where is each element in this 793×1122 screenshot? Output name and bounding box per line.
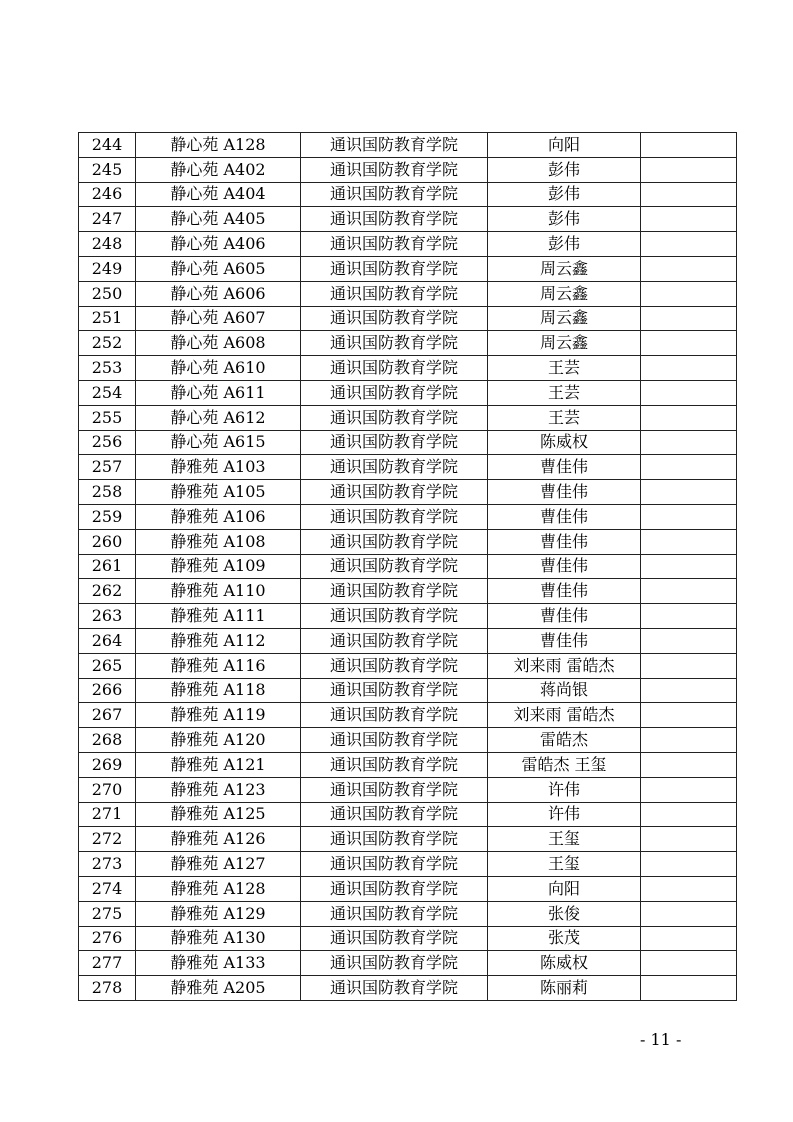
table-row: [79, 182, 737, 207]
person-cell: 周云鑫: [488, 256, 641, 281]
person-cell: 许伟: [488, 802, 641, 827]
row-number-cell: 277: [79, 951, 136, 976]
person-cell: 张俊: [488, 901, 641, 926]
person-cell: 刘来雨 雷皓杰: [488, 653, 641, 678]
row-number-cell: 262: [79, 579, 136, 604]
room-cell: 静雅苑 A127: [136, 852, 301, 877]
row-number-cell: 268: [79, 728, 136, 753]
remark-cell: [641, 901, 737, 926]
row-number-cell: 245: [79, 157, 136, 182]
table-row: [79, 976, 737, 1001]
room-cell: 静心苑 A612: [136, 405, 301, 430]
person-cell: 彭伟: [488, 182, 641, 207]
college-cell: 通识国防教育学院: [301, 777, 488, 802]
row-number-cell: 265: [79, 653, 136, 678]
college-cell: 通识国防教育学院: [301, 752, 488, 777]
remark-cell: [641, 728, 737, 753]
table-row: [79, 926, 737, 951]
person-cell: 陈丽莉: [488, 976, 641, 1001]
table-row: [79, 802, 737, 827]
person-cell: 曹佳伟: [488, 480, 641, 505]
remark-cell: [641, 777, 737, 802]
remark-cell: [641, 852, 737, 877]
table-row: [79, 430, 737, 455]
room-cell: 静雅苑 A108: [136, 529, 301, 554]
remark-cell: [641, 529, 737, 554]
remark-cell: [641, 951, 737, 976]
row-number-cell: 261: [79, 554, 136, 579]
person-cell: 王芸: [488, 356, 641, 381]
row-number-cell: 251: [79, 306, 136, 331]
row-number-cell: 249: [79, 256, 136, 281]
room-cell: 静雅苑 A109: [136, 554, 301, 579]
college-cell: 通识国防教育学院: [301, 926, 488, 951]
page-number: - 11 -: [640, 1030, 682, 1049]
room-cell: 静雅苑 A126: [136, 827, 301, 852]
college-cell: 通识国防教育学院: [301, 455, 488, 480]
table-row: [79, 876, 737, 901]
room-cell: 静雅苑 A130: [136, 926, 301, 951]
remark-cell: [641, 356, 737, 381]
row-number-cell: 272: [79, 827, 136, 852]
room-cell: 静心苑 A607: [136, 306, 301, 331]
person-cell: 彭伟: [488, 232, 641, 257]
row-number-cell: 275: [79, 901, 136, 926]
person-cell: 陈威权: [488, 951, 641, 976]
remark-cell: [641, 504, 737, 529]
remark-cell: [641, 306, 737, 331]
person-cell: 王芸: [488, 380, 641, 405]
remark-cell: [641, 157, 737, 182]
person-cell: 向阳: [488, 133, 641, 158]
remark-cell: [641, 256, 737, 281]
remark-cell: [641, 331, 737, 356]
row-number-cell: 274: [79, 876, 136, 901]
table-row: [79, 703, 737, 728]
room-cell: 静心苑 A406: [136, 232, 301, 257]
row-number-cell: 270: [79, 777, 136, 802]
row-number-cell: 254: [79, 380, 136, 405]
college-cell: 通识国防教育学院: [301, 802, 488, 827]
room-cell: 静心苑 A608: [136, 331, 301, 356]
college-cell: 通识国防教育学院: [301, 951, 488, 976]
room-cell: 静心苑 A405: [136, 207, 301, 232]
table-row: [79, 157, 737, 182]
person-cell: 向阳: [488, 876, 641, 901]
row-number-cell: 256: [79, 430, 136, 455]
college-cell: 通识国防教育学院: [301, 876, 488, 901]
room-cell: 静心苑 A615: [136, 430, 301, 455]
person-cell: 曹佳伟: [488, 554, 641, 579]
room-cell: 静雅苑 A123: [136, 777, 301, 802]
remark-cell: [641, 579, 737, 604]
room-cell: 静雅苑 A119: [136, 703, 301, 728]
college-cell: 通识国防教育学院: [301, 579, 488, 604]
table-row: [79, 554, 737, 579]
room-cell: 静雅苑 A121: [136, 752, 301, 777]
college-cell: 通识国防教育学院: [301, 678, 488, 703]
remark-cell: [641, 455, 737, 480]
room-cell: 静雅苑 A106: [136, 504, 301, 529]
roster-sheet: [78, 132, 737, 1001]
remark-cell: [641, 752, 737, 777]
table-row: [79, 504, 737, 529]
table-row: [79, 331, 737, 356]
person-cell: 刘来雨 雷皓杰: [488, 703, 641, 728]
person-cell: 许伟: [488, 777, 641, 802]
remark-cell: [641, 430, 737, 455]
person-cell: 周云鑫: [488, 331, 641, 356]
table-row: [79, 232, 737, 257]
row-number-cell: 276: [79, 926, 136, 951]
table-row: [79, 281, 737, 306]
room-cell: 静雅苑 A105: [136, 480, 301, 505]
college-cell: 通识国防教育学院: [301, 306, 488, 331]
table-row: [79, 678, 737, 703]
college-cell: 通识国防教育学院: [301, 480, 488, 505]
row-number-cell: 244: [79, 133, 136, 158]
college-cell: 通识国防教育学院: [301, 133, 488, 158]
person-cell: 王玺: [488, 852, 641, 877]
college-cell: 通识国防教育学院: [301, 207, 488, 232]
remark-cell: [641, 232, 737, 257]
person-cell: 雷皓杰 王玺: [488, 752, 641, 777]
room-cell: 静心苑 A606: [136, 281, 301, 306]
row-number-cell: 267: [79, 703, 136, 728]
table-row: [79, 579, 737, 604]
remark-cell: [641, 876, 737, 901]
person-cell: 彭伟: [488, 207, 641, 232]
person-cell: 曹佳伟: [488, 604, 641, 629]
remark-cell: [641, 405, 737, 430]
person-cell: 雷皓杰: [488, 728, 641, 753]
room-cell: 静雅苑 A129: [136, 901, 301, 926]
person-cell: 曹佳伟: [488, 628, 641, 653]
room-cell: 静心苑 A402: [136, 157, 301, 182]
college-cell: 通识国防教育学院: [301, 529, 488, 554]
row-number-cell: 248: [79, 232, 136, 257]
room-cell: 静雅苑 A120: [136, 728, 301, 753]
person-cell: 王玺: [488, 827, 641, 852]
college-cell: 通识国防教育学院: [301, 628, 488, 653]
room-cell: 静雅苑 A205: [136, 976, 301, 1001]
remark-cell: [641, 380, 737, 405]
remark-cell: [641, 133, 737, 158]
table-row: [79, 852, 737, 877]
college-cell: 通识国防教育学院: [301, 852, 488, 877]
college-cell: 通识国防教育学院: [301, 653, 488, 678]
room-cell: 静心苑 A128: [136, 133, 301, 158]
remark-cell: [641, 207, 737, 232]
remark-cell: [641, 678, 737, 703]
table-row: [79, 405, 737, 430]
table-row: [79, 455, 737, 480]
remark-cell: [641, 604, 737, 629]
room-cell: 静雅苑 A111: [136, 604, 301, 629]
remark-cell: [641, 926, 737, 951]
person-cell: 陈威权: [488, 430, 641, 455]
remark-cell: [641, 182, 737, 207]
row-number-cell: 253: [79, 356, 136, 381]
college-cell: 通识国防教育学院: [301, 256, 488, 281]
college-cell: 通识国防教育学院: [301, 504, 488, 529]
row-number-cell: 263: [79, 604, 136, 629]
college-cell: 通识国防教育学院: [301, 604, 488, 629]
room-cell: 静雅苑 A128: [136, 876, 301, 901]
person-cell: 曹佳伟: [488, 529, 641, 554]
room-cell: 静雅苑 A133: [136, 951, 301, 976]
person-cell: 王芸: [488, 405, 641, 430]
room-cell: 静心苑 A611: [136, 380, 301, 405]
table-row: [79, 728, 737, 753]
row-number-cell: 246: [79, 182, 136, 207]
remark-cell: [641, 554, 737, 579]
table-row: [79, 901, 737, 926]
college-cell: 通识国防教育学院: [301, 827, 488, 852]
table-row: [79, 752, 737, 777]
row-number-cell: 273: [79, 852, 136, 877]
remark-cell: [641, 802, 737, 827]
row-number-cell: 266: [79, 678, 136, 703]
remark-cell: [641, 976, 737, 1001]
row-number-cell: 271: [79, 802, 136, 827]
college-cell: 通识国防教育学院: [301, 703, 488, 728]
table-row: [79, 951, 737, 976]
table-row: [79, 133, 737, 158]
college-cell: 通识国防教育学院: [301, 232, 488, 257]
person-cell: 彭伟: [488, 157, 641, 182]
table-row: [79, 480, 737, 505]
table-row: [79, 653, 737, 678]
table-row: [79, 777, 737, 802]
row-number-cell: 278: [79, 976, 136, 1001]
room-cell: 静雅苑 A110: [136, 579, 301, 604]
row-number-cell: 269: [79, 752, 136, 777]
remark-cell: [641, 480, 737, 505]
person-cell: 曹佳伟: [488, 455, 641, 480]
room-cell: 静心苑 A404: [136, 182, 301, 207]
row-number-cell: 250: [79, 281, 136, 306]
person-cell: 张茂: [488, 926, 641, 951]
row-number-cell: 255: [79, 405, 136, 430]
row-number-cell: 260: [79, 529, 136, 554]
table-row: [79, 207, 737, 232]
person-cell: 周云鑫: [488, 306, 641, 331]
college-cell: 通识国防教育学院: [301, 901, 488, 926]
college-cell: 通识国防教育学院: [301, 380, 488, 405]
table-row: [79, 628, 737, 653]
college-cell: 通识国防教育学院: [301, 331, 488, 356]
college-cell: 通识国防教育学院: [301, 356, 488, 381]
row-number-cell: 258: [79, 480, 136, 505]
room-cell: 静雅苑 A116: [136, 653, 301, 678]
remark-cell: [641, 628, 737, 653]
table-row: [79, 529, 737, 554]
college-cell: 通识国防教育学院: [301, 157, 488, 182]
room-cell: 静雅苑 A118: [136, 678, 301, 703]
college-cell: 通识国防教育学院: [301, 281, 488, 306]
row-number-cell: 252: [79, 331, 136, 356]
room-cell: 静雅苑 A103: [136, 455, 301, 480]
dorm-assignment-table: [78, 132, 737, 1001]
row-number-cell: 259: [79, 504, 136, 529]
table-row: [79, 256, 737, 281]
college-cell: 通识国防教育学院: [301, 554, 488, 579]
person-cell: 蒋尚银: [488, 678, 641, 703]
room-cell: 静心苑 A605: [136, 256, 301, 281]
table-row: [79, 306, 737, 331]
table-body: [79, 133, 737, 1001]
remark-cell: [641, 703, 737, 728]
table-row: [79, 356, 737, 381]
row-number-cell: 264: [79, 628, 136, 653]
person-cell: 周云鑫: [488, 281, 641, 306]
remark-cell: [641, 827, 737, 852]
table-row: [79, 604, 737, 629]
room-cell: 静雅苑 A125: [136, 802, 301, 827]
remark-cell: [641, 653, 737, 678]
table-row: [79, 380, 737, 405]
row-number-cell: 257: [79, 455, 136, 480]
remark-cell: [641, 281, 737, 306]
person-cell: 曹佳伟: [488, 504, 641, 529]
room-cell: 静心苑 A610: [136, 356, 301, 381]
college-cell: 通识国防教育学院: [301, 182, 488, 207]
college-cell: 通识国防教育学院: [301, 430, 488, 455]
college-cell: 通识国防教育学院: [301, 405, 488, 430]
table-row: [79, 827, 737, 852]
person-cell: 曹佳伟: [488, 579, 641, 604]
college-cell: 通识国防教育学院: [301, 728, 488, 753]
room-cell: 静雅苑 A112: [136, 628, 301, 653]
row-number-cell: 247: [79, 207, 136, 232]
college-cell: 通识国防教育学院: [301, 976, 488, 1001]
